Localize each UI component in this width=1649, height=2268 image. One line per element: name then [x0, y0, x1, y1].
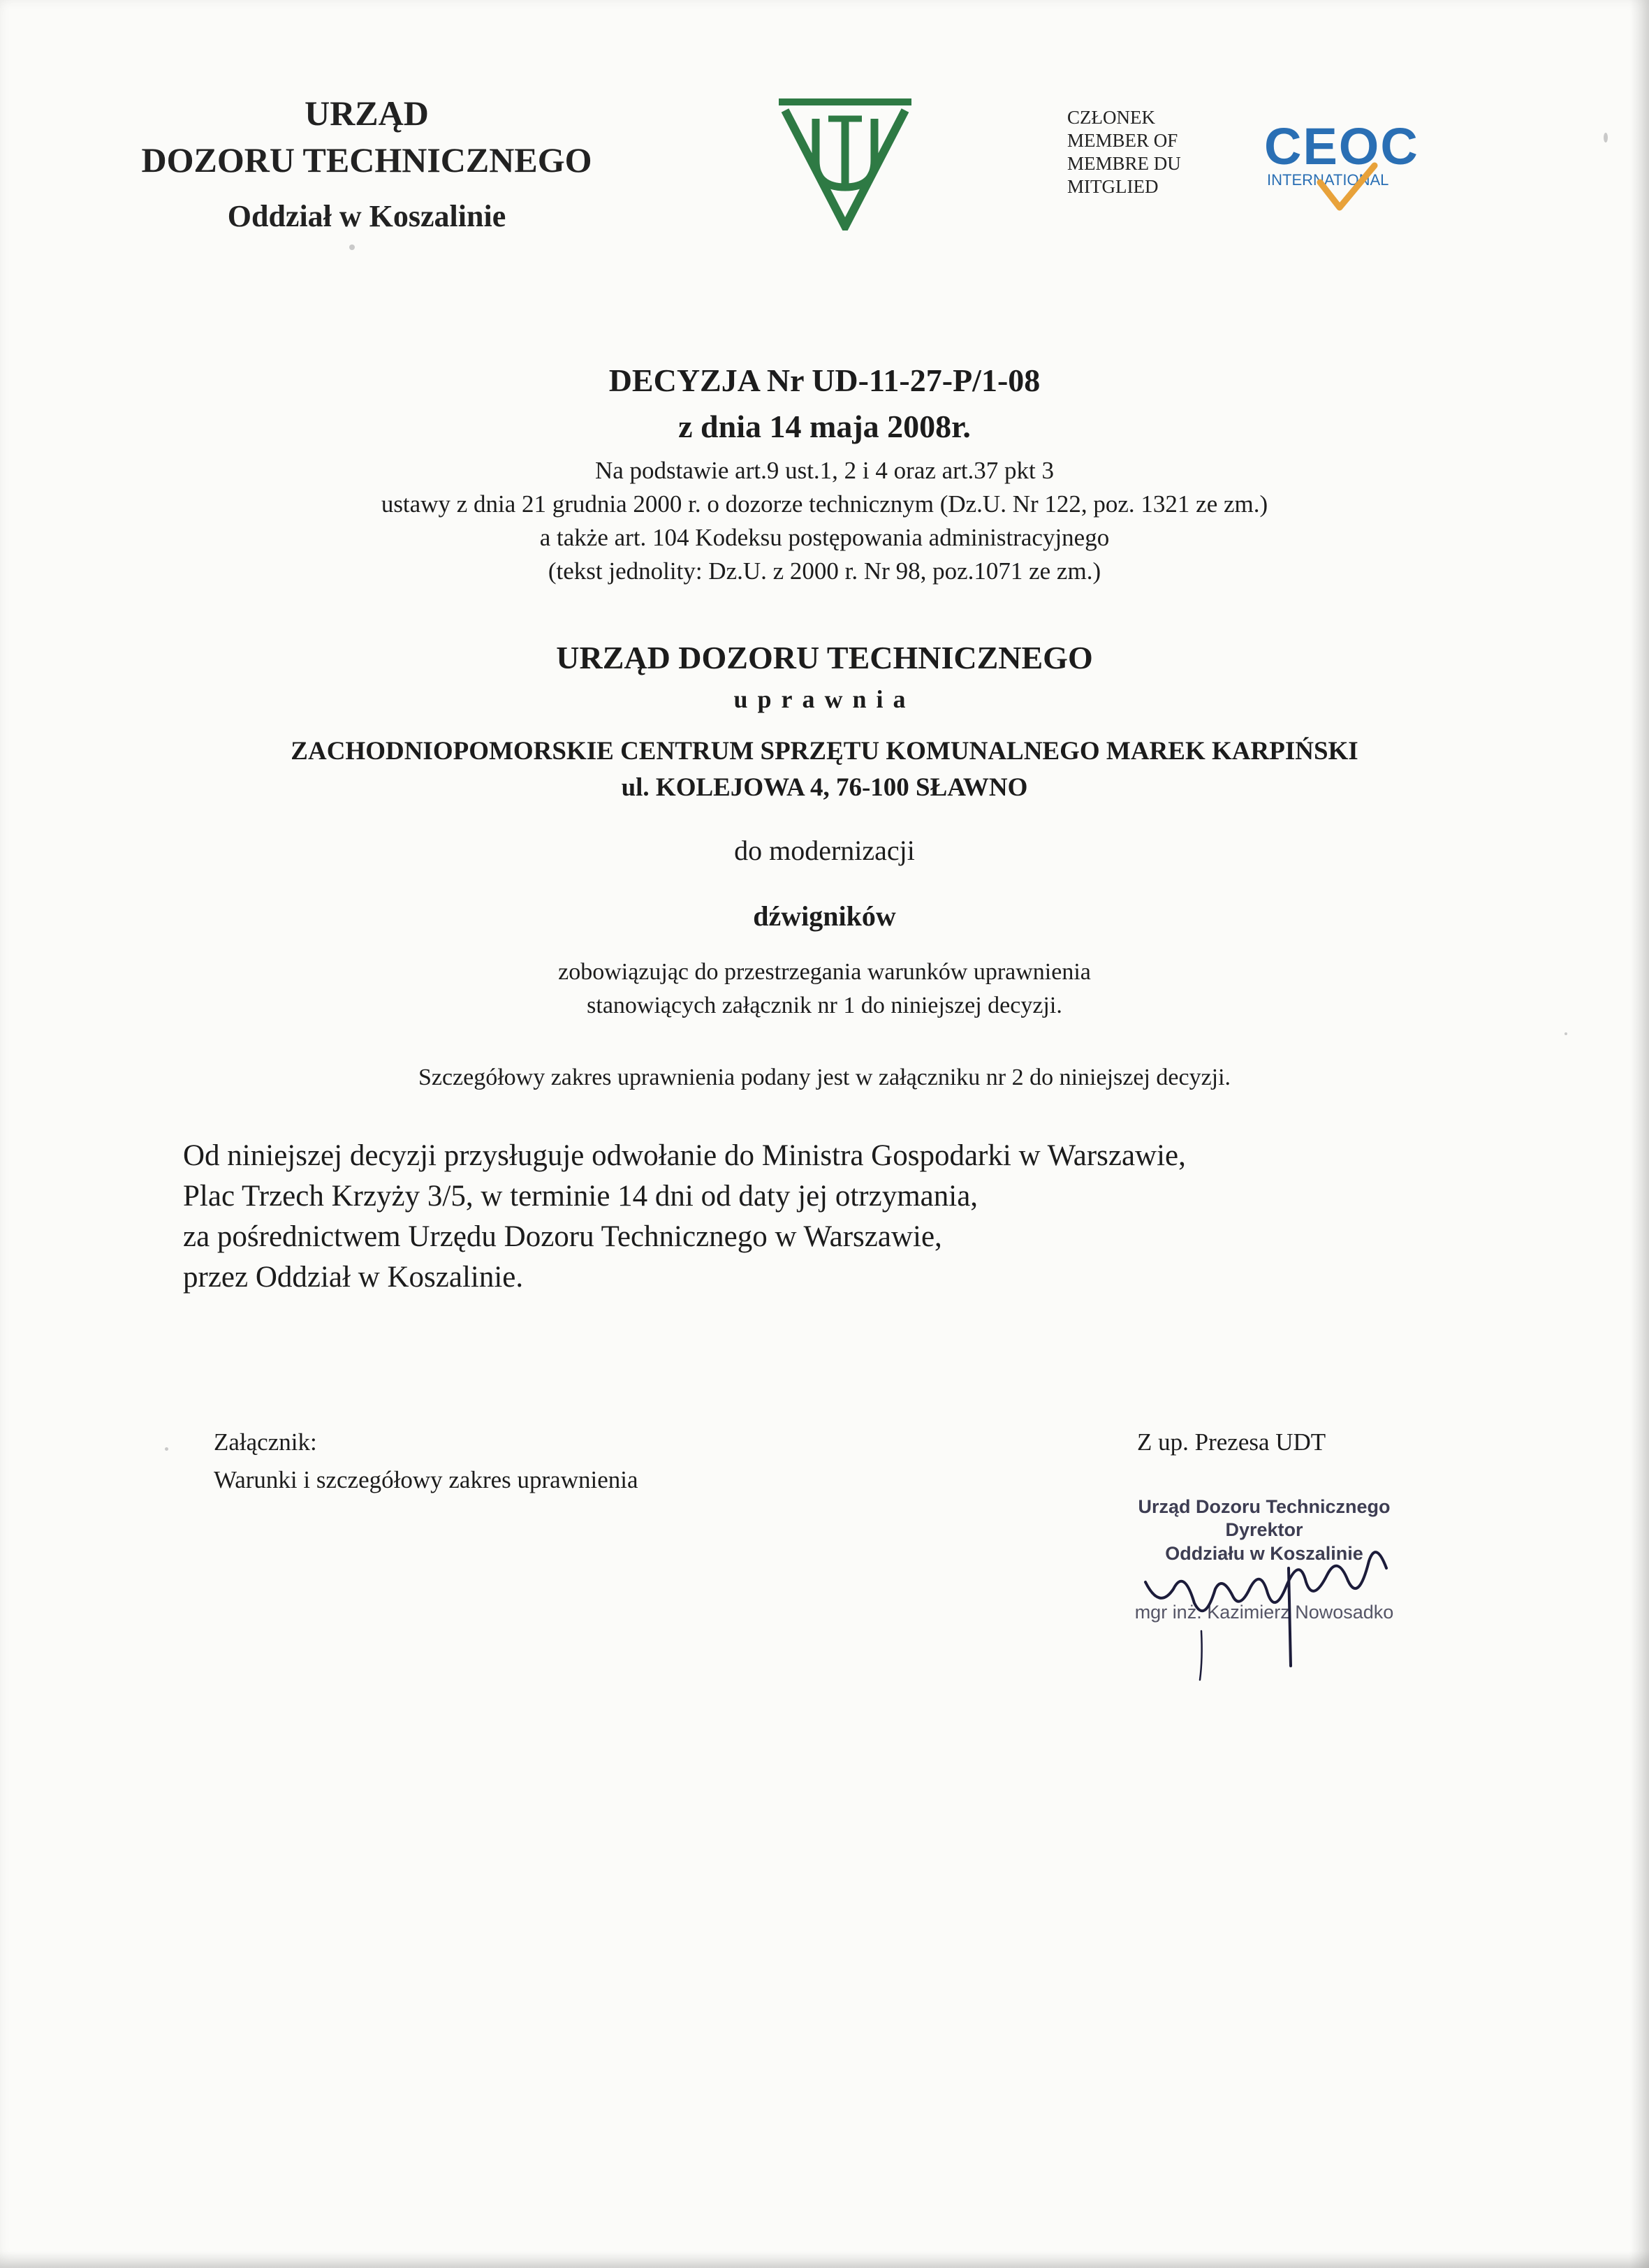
- ceoc-logo-subtext: INTERNATIONAL: [1267, 171, 1389, 189]
- scope-equipment: dźwigników: [753, 900, 896, 932]
- decision-number: DECYZJA Nr UD-11-27-P/1-08: [608, 363, 1041, 398]
- stamp-line-2: Dyrektor: [1225, 1519, 1303, 1540]
- member-of-text: [1067, 106, 1181, 198]
- authority-name: URZĄD DOZORU TECHNICZNEGO: [556, 640, 1093, 675]
- appeal-line-3: za pośrednictwem Urzędu Dozoru Technicznego w Warszawie,: [183, 1220, 942, 1253]
- appeal-paragraph: [183, 1136, 1186, 1298]
- detail-scope-note: Szczegółowy zakres uprawnienia podany jest w załączniku nr 2 do niniejszej decyzji.: [418, 1065, 1231, 1090]
- ceoc-logo-text: CEOC: [1264, 117, 1419, 175]
- conditions-line-1: zobowiązując do przestrzegania warunków uprawnienia: [558, 959, 1091, 985]
- issuer-line-2: DOZORU TECHNICZNEGO: [141, 140, 592, 180]
- decision-title: [0, 358, 1649, 450]
- issuer-line-1: URZĄD: [305, 94, 429, 133]
- page-edge-shadow-bottom: [0, 2251, 1649, 2268]
- scan-speck: [165, 1447, 168, 1451]
- company-block: [0, 733, 1649, 806]
- issuer-line-3: Oddział w Koszalinie: [227, 199, 506, 233]
- attachment-note: [214, 1424, 638, 1499]
- stamp-line-3: Oddziału w Koszalinie: [1165, 1543, 1363, 1564]
- company-name: ZACHODNIOPOMORSKIE CENTRUM SPRZĘTU KOMUNALNEGO MAREK KARPIŃSKI: [291, 737, 1358, 766]
- ceoc-international-logo-icon: [1257, 115, 1425, 213]
- decision-date: z dnia 14 maja 2008r.: [678, 409, 971, 444]
- attachment-text: Warunki i szczegółowy zakres uprawnienia: [214, 1466, 638, 1493]
- appeal-line-2: Plac Trzech Krzyży 3/5, w terminie 14 dni od daty jej otrzymania,: [183, 1180, 979, 1213]
- legal-basis-line-4: (tekst jednolity: Dz.U. z 2000 r. Nr 98, poz.1071 ze zm.): [548, 557, 1101, 585]
- page-edge-shadow-right: [1629, 0, 1649, 2268]
- legal-basis-line-3: a także art. 104 Kodeksu postępowania administracyjnego: [539, 524, 1110, 551]
- conditions-text: [0, 956, 1649, 1023]
- issuer-header: [105, 91, 629, 244]
- appeal-line-4: przez Oddział w Koszalinie.: [183, 1261, 524, 1294]
- legal-basis-line-2: ustawy z dnia 21 grudnia 2000 r. o dozorze technicznym (Dz.U. Nr 122, poz. 1321 ze zm.): [381, 490, 1268, 518]
- legal-basis: [0, 454, 1649, 588]
- company-address: ul. KOLEJOWA 4, 76-100 SŁAWNO: [621, 773, 1028, 802]
- udt-logo-icon: [775, 98, 915, 231]
- stamp-name: mgr inż. Kazimierz Nowosadko: [1134, 1602, 1394, 1623]
- scan-speck: [349, 244, 355, 250]
- member-line-2: MEMBER OF: [1067, 130, 1178, 151]
- appeal-line-1: Od niniejszej decyzji przysługuje odwołanie do Ministra Gospodarki w Warszawie,: [183, 1139, 1186, 1172]
- member-line-3: MEMBRE DU: [1067, 153, 1181, 174]
- scan-speck: [1564, 1032, 1567, 1035]
- scan-speck: [1604, 133, 1608, 142]
- handwritten-signature-icon: [1117, 1526, 1418, 1694]
- member-line-4: MITGLIED: [1067, 176, 1159, 197]
- member-line-1: CZŁONEK: [1067, 107, 1155, 128]
- signoff-text: Z up. Prezesa UDT: [1137, 1428, 1326, 1456]
- attachment-label: Załącznik:: [214, 1428, 317, 1456]
- scope-activity: do modernizacji: [734, 835, 915, 866]
- conditions-line-2: stanowiących załącznik nr 1 do niniejszej decyzji.: [587, 993, 1062, 1018]
- legal-basis-line-1: Na podstawie art.9 ust.1, 2 i 4 oraz art.37 pkt 3: [594, 457, 1055, 484]
- stamp-line-1: Urząd Dozoru Technicznego: [1138, 1496, 1391, 1517]
- authorizes-verb: uprawnia: [733, 685, 916, 713]
